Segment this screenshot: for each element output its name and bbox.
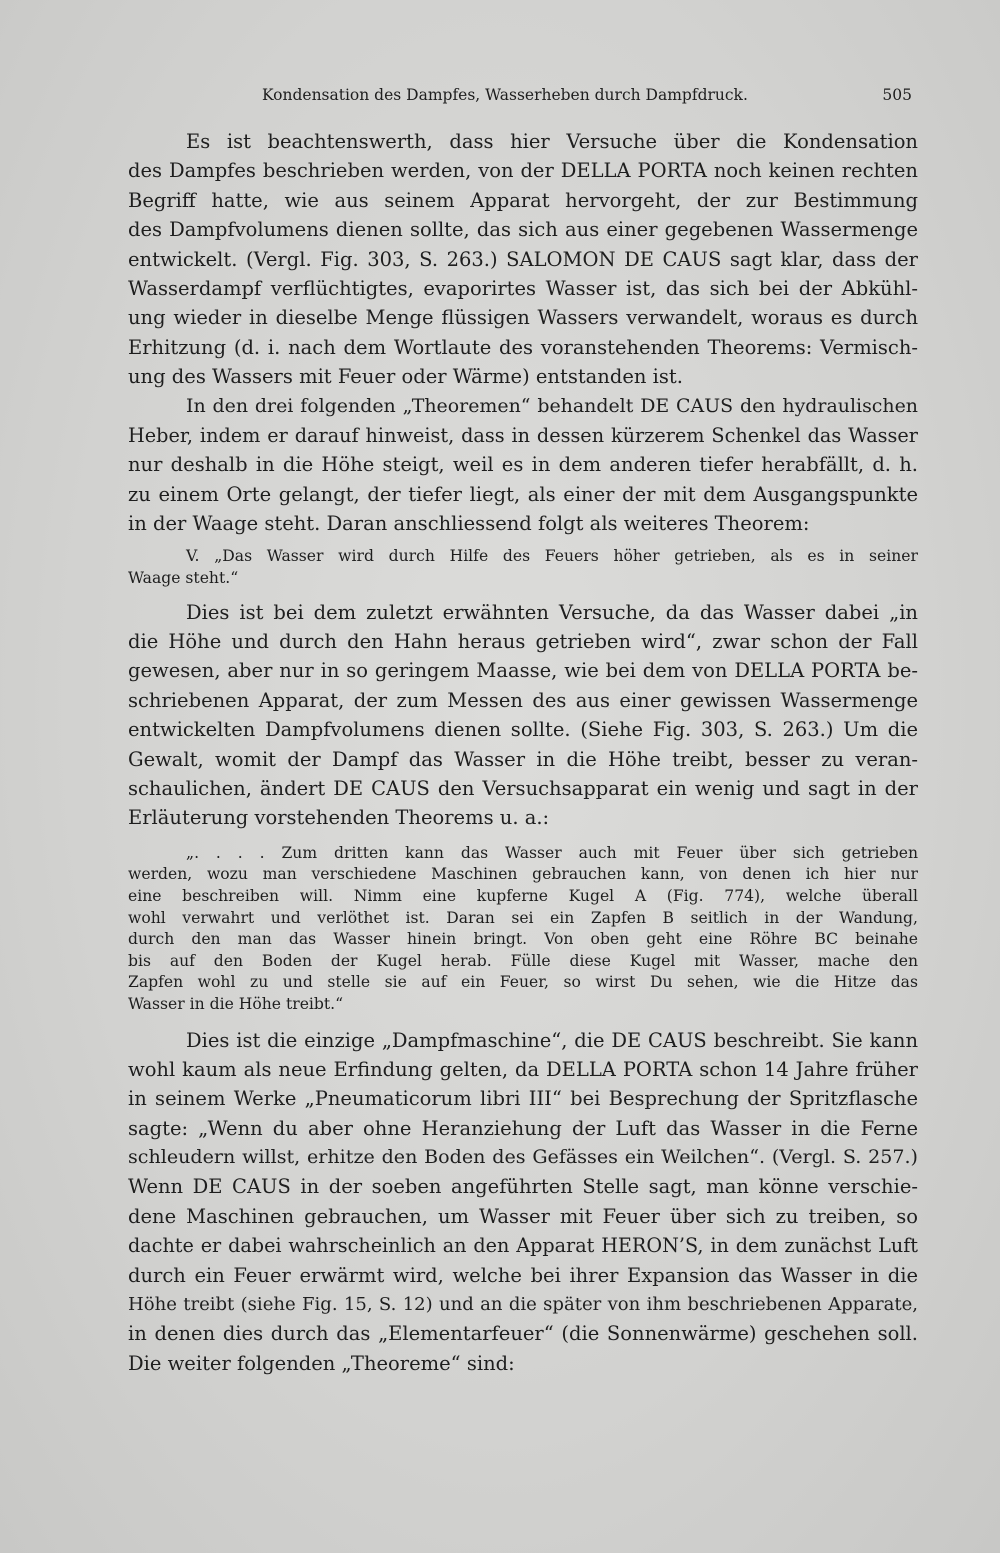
text-line: Zapfen wohl zu und stelle sie auf ein Feuer, so wirst Du sehen, wie die Hitze das (128, 973, 918, 992)
text-line: werden, wozu man verschiedene Maschinen gebrauchen kann, von denen ich hier nur (128, 865, 918, 884)
text-line: schriebenen Apparat, der zum Messen des aus einer gewissen Wassermenge (128, 688, 918, 712)
text-line: Waage steht.“ (128, 569, 239, 588)
text-line: Wasserdampf verflüchtigtes, evaporirtes Wasser ist, das sich bei der Abkühl- (128, 276, 918, 300)
text-line: Die weiter folgenden „Theoreme“ sind: (128, 1351, 515, 1375)
text-line: sagte: „Wenn du aber ohne Heranziehung der Luft das Wasser in die Ferne (128, 1116, 918, 1140)
text-line: Erhitzung (d. i. nach dem Wortlaute des voranstehenden Theorems: Vermisch- (128, 335, 918, 359)
text-line: schaulichen, ändert DE CAUS den Versuchsapparat ein wenig und sagt in der (128, 777, 918, 800)
text-line: dachte er dabei wahrscheinlich an den Apparat HERON’S, in dem zunächst Luft (128, 1234, 918, 1258)
page-number: 505 (882, 86, 912, 104)
text-line: in der Waage steht. Daran anschliessend folgt als weiteres Theorem: (128, 512, 810, 536)
text-line: Wenn DE CAUS in der soeben angeführten Stelle sagt, man könne verschie- (128, 1175, 918, 1199)
text-line: dene Maschinen gebrauchen, um Wasser mit Feuer über sich zu treiben, so (128, 1204, 918, 1228)
text-line: Es ist beachtenswerth, dass hier Versuche über die Kondensation (186, 130, 918, 153)
text-line: wohl kaum als neue Erfindung gelten, da DELLA PORTA schon 14 Jahre früher (128, 1057, 918, 1081)
text-line: durch ein Feuer erwärmt wird, welche bei ihrer Expansion das Wasser in die (128, 1263, 918, 1287)
text-line: entwickelt. (Vergl. Fig. 303, S. 263.) SALOMON DE CAUS sagt klar, dass der (128, 247, 918, 271)
text-line: V. „Das Wasser wird durch Hilfe des Feuers höher getrieben, als es in seiner (186, 547, 918, 566)
text-line: in denen dies durch das „Elementarfeuer“ (die Sonnenwärme) geschehen soll. (128, 1322, 918, 1346)
paragraph-3 (128, 598, 918, 833)
text-line: Gewalt, womit der Dampf das Wasser in die Höhe treibt, besser zu veran- (128, 747, 918, 771)
running-header (262, 86, 912, 110)
block-quote (128, 843, 918, 1016)
text-line: entwickelten Dampfvolumens dienen sollte. (Siehe Fig. 303, S. 263.) Um die (128, 718, 918, 742)
text-line: gewesen, aber nur in so geringem Maasse, wie bei dem von DELLA PORTA be- (128, 659, 918, 683)
text-line: Dies ist die einzige „Dampfmaschine“, die DE CAUS beschreibt. Sie kann (186, 1028, 918, 1052)
text-line: nur deshalb in die Höhe steigt, weil es in dem anderen tiefer herabfällt, d. h. (128, 453, 918, 477)
text-line: in seinem Werke „Pneumaticorum libri III“ bei Besprechung der Spritzflasche (128, 1087, 918, 1111)
text-line: Begriff hatte, wie aus seinem Apparat hervorgeht, der zur Bestimmung (128, 188, 918, 212)
text-line: die Höhe und durch den Hahn heraus getrieben wird“, zwar schon der Fall (128, 630, 918, 654)
paragraph-4 (128, 1026, 918, 1379)
text-line: In den drei folgenden „Theoremen“ behandelt DE CAUS den hydraulischen (186, 394, 918, 417)
text-line: Wasser in die Höhe treibt.“ (128, 994, 344, 1013)
text-line: schleudern willst, erhitze den Boden des Gefässes ein Weilchen“. (Vergl. S. 257.) (128, 1146, 918, 1169)
paragraph-1 (128, 127, 918, 392)
text-line: „. . . . Zum dritten kann das Wasser auch mit Feuer über sich getrieben (186, 843, 918, 862)
text-line: Höhe treibt (siehe Fig. 15, S. 12) und an die später von ihm beschriebenen Apparate, (128, 1294, 918, 1316)
running-title: Kondensation des Dampfes, Wasserheben durch Dampfdruck. (262, 86, 748, 104)
text-line: des Dampfes beschrieben werden, von der DELLA PORTA noch keinen rechten (128, 159, 918, 183)
text-line: Dies ist bei dem zuletzt erwähnten Versuche, da das Wasser dabei „in (186, 600, 918, 624)
paragraph-2 (128, 392, 918, 539)
text-line: des Dampfvolumens dienen sollte, das sich aus einer gegebenen Wassermenge (128, 218, 918, 242)
text-line: zu einem Orte gelangt, der tiefer liegt, als einer der mit dem Ausgangspunkte (128, 482, 918, 506)
text-line: Erläuterung vorstehenden Theorems u. a.: (128, 806, 550, 830)
text-line: durch den man das Wasser hinein bringt. Von oben geht eine Röhre BC beinahe (128, 930, 918, 949)
text-line: ung des Wassers mit Feuer oder Wärme) entstanden ist. (128, 365, 683, 389)
text-line: wohl verwahrt und verlöthet ist. Daran sei ein Zapfen B seitlich in der Wandung, (128, 908, 918, 927)
page-body (128, 127, 918, 1378)
text-line: ung wieder in dieselbe Menge flüssigen Wassers verwandelt, woraus es durch (128, 306, 918, 330)
text-line: Heber, indem er darauf hinweist, dass in dessen kürzerem Schenkel das Wasser (128, 423, 918, 447)
text-line: eine beschreiben will. Nimm eine kupferne Kugel A (Fig. 774), welche überall (128, 886, 918, 905)
theorem-v (128, 546, 918, 589)
text-line: bis auf den Boden der Kugel herab. Fülle diese Kugel mit Wasser, mache den (128, 951, 918, 970)
